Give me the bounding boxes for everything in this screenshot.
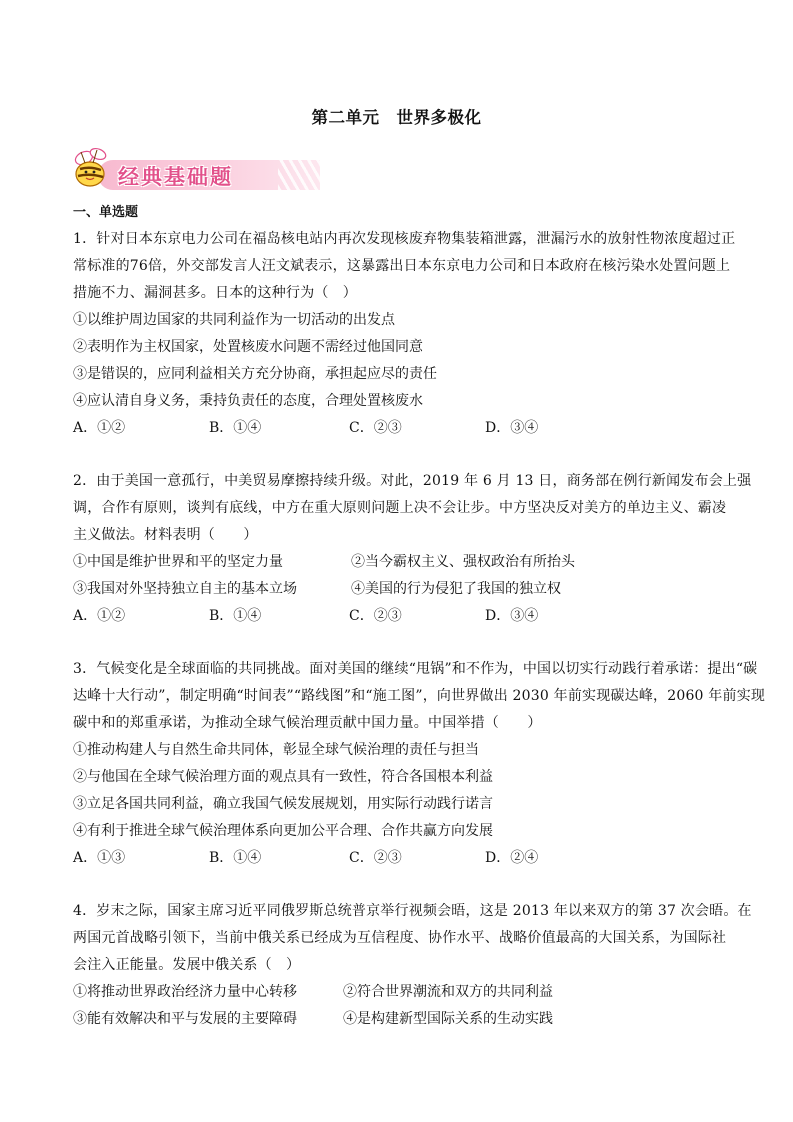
question-4 <box>73 898 752 1033</box>
stem-line: 主义做法。材料表明（ ） <box>73 527 258 543</box>
option-item: ②与他国在全球气候治理方面的观点具有一致性，符合各国根本利益 <box>73 769 493 785</box>
section-heading: 一、单选题 <box>73 205 139 220</box>
answer-choice-a: A．①② <box>73 608 126 624</box>
option-item: ①推动构建人与自然生命共同体，彰显全球气候治理的责任与担当 <box>73 742 479 758</box>
option-item: ③立足各国共同利益，确立我国气候发展规划，用实际行动践行诺言 <box>73 796 493 812</box>
question-3 <box>73 656 766 872</box>
question-list <box>73 226 766 1059</box>
question-stem <box>73 898 752 979</box>
question-stem <box>73 226 736 307</box>
option-item: ①以维护周边国家的共同利益作为一切活动的出发点 <box>73 312 395 328</box>
question-stem <box>73 468 752 549</box>
question-stem <box>73 656 766 737</box>
stem-line: 常标准的76倍，外交部发言人汪文斌表示，这暴露出日本东京电力公司和日本政府在核污染水处置问题上 <box>73 258 731 274</box>
stem-line: 调，合作有原则，谈判有底线，中方在重大原则问题上决不会让步。中方坚决反对美方的单边主义、霸凌 <box>73 500 727 516</box>
stem-line: 会注入正能量。发展中俄关系（ ） <box>73 957 301 973</box>
answer-choice-a: A．①③ <box>73 850 126 866</box>
option-row <box>73 979 723 1006</box>
option-item: ④美国的行为侵犯了我国的独立权 <box>351 581 561 597</box>
answer-choices <box>73 845 723 872</box>
stem-line: 措施不力、漏洞甚多。日本的这种行为（ ） <box>73 285 357 301</box>
stem-line: 4．岁末之际，国家主席习近平同俄罗斯总统普京举行视频会晤，这是 2013 年以来双方的第 37 次会晤。在 <box>73 903 752 919</box>
question-1 <box>73 226 736 442</box>
question-2 <box>73 468 752 630</box>
option-item: ②符合世界潮流和双方的共同利益 <box>343 984 553 1000</box>
answer-choice-a: A．①② <box>73 420 126 436</box>
stem-line: 碳中和的郑重承诺，为推动全球气候治理贡献中国力量。中国举措（ ） <box>73 715 542 731</box>
answer-choices <box>73 603 723 630</box>
answer-choices <box>73 415 723 442</box>
stem-line: 两国元首战略引领下，当前中俄关系已经成为互信程度、协作水平、战略价值最高的大国关系，为国际社 <box>73 930 727 946</box>
stem-line: 达峰十大行动”，制定明确“时间表”“路线图”和“施工图”，向世界做出 2030 年前实现碳达峰，2060 年前实现 <box>73 688 766 704</box>
option-item: ②表明作为主权国家，处置核废水问题不需经过他国同意 <box>73 339 423 355</box>
option-row <box>73 576 723 603</box>
stem-line: 2．由于美国一意孤行，中美贸易摩擦持续升级。对此，2019 年 6 月 13 日，商务部在例行新闻发布会上强 <box>73 473 752 489</box>
section-banner <box>68 142 328 196</box>
chevron-decoration-icon <box>278 160 328 190</box>
banner-text: 经典基础题 <box>118 165 233 189</box>
option-row <box>73 549 723 576</box>
option-item: ①中国是维护世界和平的坚定力量 <box>73 554 283 570</box>
option-item: ②当今霸权主义、强权政治有所抬头 <box>351 554 575 570</box>
answer-choice-c: C．②③ <box>349 420 402 436</box>
option-item: ④是构建新型国际关系的生动实践 <box>343 1011 553 1027</box>
option-item: ③能有效解决和平与发展的主要障碍 <box>73 1011 297 1027</box>
stem-line: 1．针对日本东京电力公司在福岛核电站内再次发现核废弃物集装箱泄露，泄漏污水的放射性物浓度超过正 <box>73 231 736 247</box>
option-item: ③是错误的，应同利益相关方充分协商，承担起应尽的责任 <box>73 366 437 382</box>
answer-choice-b: B．①④ <box>209 850 262 866</box>
option-row <box>73 1006 723 1033</box>
answer-choice-d: D．③④ <box>485 420 539 436</box>
option-item: ①将推动世界政治经济力量中心转移 <box>73 984 297 1000</box>
answer-choice-d: D．②④ <box>485 850 539 866</box>
stem-line: 3．气候变化是全球面临的共同挑战。面对美国的继续“甩锅”和不作为，中国以切实行动践行着承诺：提出“碳 <box>73 661 758 677</box>
answer-choice-d: D．③④ <box>485 608 539 624</box>
answer-choice-c: C．②③ <box>349 608 402 624</box>
page-title: 第二单元 世界多极化 <box>311 108 482 127</box>
bee-icon <box>68 142 120 194</box>
answer-choice-c: C．②③ <box>349 850 402 866</box>
option-item: ④有利于推进全球气候治理体系向更加公平合理、合作共赢方向发展 <box>73 823 493 839</box>
answer-choice-b: B．①④ <box>209 608 262 624</box>
option-item: ③我国对外坚持独立自主的基本立场 <box>73 581 297 597</box>
answer-choice-b: B．①④ <box>209 420 262 436</box>
option-item: ④应认清自身义务，秉持负责任的态度，合理处置核废水 <box>73 393 423 409</box>
